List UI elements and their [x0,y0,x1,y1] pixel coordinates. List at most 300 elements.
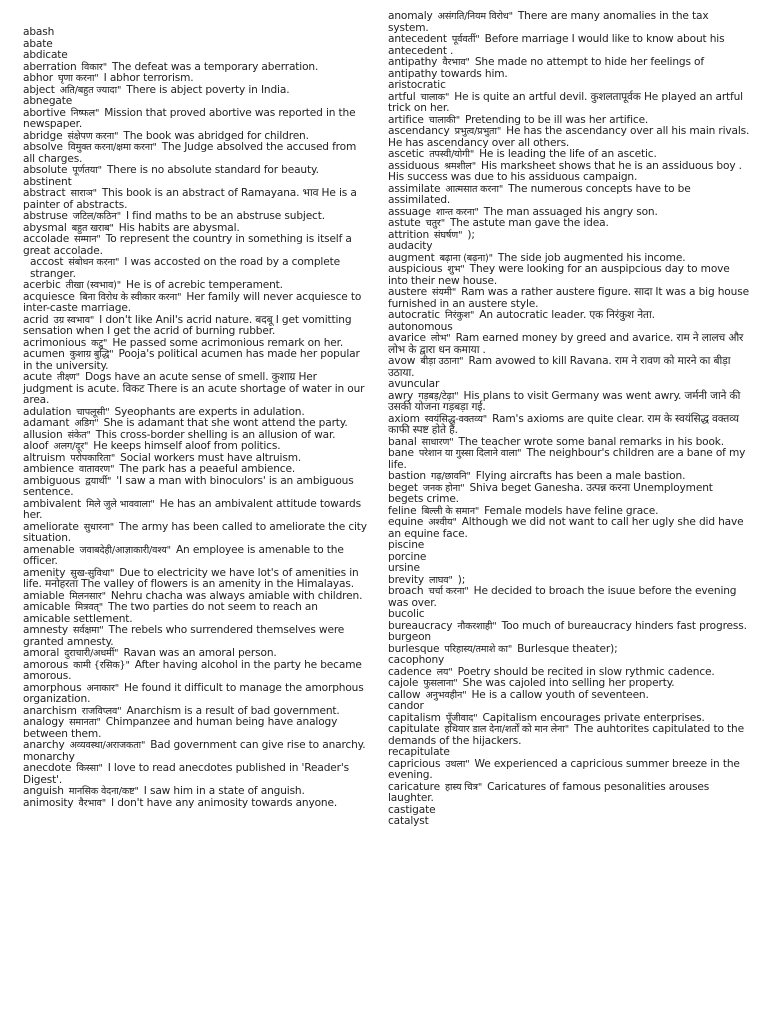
example-sentence: His marksheet shows that he is an assiduous boy . His success was due to his assiduous campaign. [388,159,742,183]
vocab-word: burlesque [388,642,440,655]
vocab-word: adulation [23,405,72,418]
hindi-meaning: अलग/दूर " [53,441,88,452]
example-sentence: The park has a peaeful ambience. [119,463,296,475]
hindi-meaning: लाघव " [429,575,453,586]
vocab-word: axiom [388,412,420,425]
hindi-meaning: सुधारना " [84,522,114,533]
vocab-entry [23,372,368,407]
vocab-word: caricature [388,780,440,793]
hindi-meaning: परिहास्य/तमाशे का " [444,644,512,655]
hindi-meaning: द्वयार्थी " [85,476,111,487]
vocab-entry [23,349,368,372]
vocab-word: ascendancy [388,125,450,137]
vocab-word: capitulate [388,723,440,735]
hindi-meaning: वातावरण " [79,464,114,475]
vocab-entry [388,149,750,161]
example-sentence: Female models have feline grace. [484,504,659,517]
vocab-entry [388,747,750,759]
vocab-word: abhor [23,72,54,84]
vocab-word: acrid [23,313,49,326]
vocab-word: ambience [23,463,74,475]
vocab-word: awry [388,389,414,402]
vocab-word: abject [23,83,55,96]
hindi-meaning: जनक होना " [423,483,465,494]
vocab-entry [23,717,368,740]
vocab-word: capricious [388,757,441,770]
vocab-entry [388,471,750,483]
vocab-entry [388,391,750,414]
example-sentence: He has the ascendancy over all his main rivals. He has ascendancy over all others. [388,125,750,149]
vocab-entry [388,11,750,34]
hindi-meaning: गढ़/छावनि " [431,471,471,482]
vocab-word: recapitulate [388,746,450,758]
vocab-entry [23,786,368,798]
example-sentence: There are many anomalies in the tax system. [388,10,709,34]
hindi-meaning: बढ़ाना (बढ़ना) " [440,253,493,264]
hindi-meaning: चालाकी " [429,115,460,126]
vocab-word: aristocratic [388,79,446,91]
vocab-word: assuage [388,205,431,218]
example-sentence: Social workers must have altruism. [120,451,302,464]
left-column [23,27,368,809]
hindi-meaning: अश्वीय " [428,517,456,528]
vocab-word: amenity [23,566,66,579]
example-sentence: The auhtorites capitulated to the demands of the hijackers. [388,723,744,747]
vocab-word: antecedent [388,33,447,45]
example-sentence: I don't have any animosity towards anyone. [111,796,338,809]
vocab-word: austere [388,286,427,298]
vocab-word: amiable [23,589,65,602]
vocab-entry [388,448,750,471]
example-sentence: Too much of bureaucracy hinders fast progress. [501,619,747,632]
vocab-word: banal [388,435,417,448]
hindi-meaning: चतुर " [426,218,445,229]
vocab-word: amorous [23,658,69,671]
example-sentence: He decided to broach the isuue before the evening was over. [388,585,737,609]
hindi-meaning: राजविप्लव " [82,706,122,717]
vocab-entry [388,230,750,242]
vocab-entry [388,241,750,253]
hindi-meaning: उग्र स्वभाव " [54,315,95,326]
hindi-meaning: तपस्वी/योगी " [429,149,474,160]
example-sentence: She is adamant that she wont attend the party. [103,417,348,429]
hindi-meaning: श्रमशील " [444,161,476,172]
vocab-word: absolute [23,164,68,176]
vocab-entry [23,476,368,499]
vocab-entry [388,92,750,115]
hindi-meaning: संयमी " [432,287,456,298]
vocab-entry [388,701,750,713]
vocab-entry [388,184,750,207]
hindi-meaning: पूँजीवाद " [446,713,478,724]
hindi-meaning: शान्त करना " [436,207,479,218]
vocab-entry [23,165,368,177]
hindi-meaning: सुख-सुविधा " [70,568,114,579]
example-sentence: The man assuaged his angry son. [483,205,658,218]
vocab-word: altruism [23,451,66,464]
hindi-meaning: निष्फल " [71,108,99,119]
example-sentence: The numerous concepts have to be assimilated. [388,182,691,206]
vocab-word: assiduous [388,159,440,172]
hindi-meaning: कामी {रसिक} " [73,660,130,671]
vocab-word: adamant [23,417,70,429]
vocab-entry [23,763,368,786]
vocab-word: ambiguous [23,474,81,487]
example-sentence: Burlesque theater); [517,642,618,655]
hindi-meaning: चापलूसी " [76,407,109,418]
hindi-meaning: तीखा (स्वभाव) " [66,280,121,291]
example-sentence: The rebels who surrendered themselves were granted amnesty. [23,624,345,648]
hindi-meaning: पूर्णतया " [72,165,102,176]
vocab-word: aloof [23,440,49,452]
hindi-meaning: बिल्ली के समान " [421,506,479,517]
vocab-entry [23,234,368,257]
hindi-meaning: स्वयंसिद्ध-वक्तव्य " [425,414,487,425]
example-sentence: The astute man gave the idea. [449,217,609,229]
vocab-word: callow [388,688,421,701]
vocab-entry [388,540,750,552]
vocab-word: burgeon [388,631,431,643]
hindi-meaning: जटिल/कठिन " [73,211,121,222]
vocab-word: acumen [23,348,65,360]
example-sentence: Ram's axioms are quite clear. राम के स्वयंसिद्ध वक्तव्य काफी स्पष्ट होते हैं. [388,412,739,436]
vocab-word: cajole [388,677,419,689]
vocab-entry [388,586,750,609]
example-sentence: Poetry should be recited in slow rythmic cadence. [457,665,715,678]
vocab-word: amoral [23,647,60,659]
vocab-word: bucolic [388,608,425,620]
vocab-word: abysmal [23,221,67,234]
vocab-word: abortive [23,106,66,119]
hindi-meaning: जवाबदेही/आज्ञाकारी/वश्य " [80,545,171,556]
vocab-entry [23,108,368,131]
vocab-word: absolve [23,141,63,153]
example-sentence: His plans to visit Germany was went awry. जर्मनी जाने की उसकी योजना गड़बड़ा गई. [388,389,741,413]
vocab-word: abstinent [23,175,72,188]
example-sentence: Dogs have an acute sense of smell. कुशाग्र Her judgment is acute. विकट There is an acute shortage of water in our area. [23,371,365,406]
vocab-entry [23,280,368,292]
example-sentence: I don't like Anil's acrid nature. बदबू I get vomitting sensation when I get the acrid of burning rubber. [23,313,352,337]
example-sentence: The side job augmented his income. [497,251,686,264]
example-sentence: Pretending to be ill was her artifice. [465,113,649,126]
vocab-entry [388,57,750,80]
example-sentence: Ram was a rather austere figure. सादा It was a big house furnished in an austere style. [388,286,749,310]
vocab-word: aberration [23,60,77,73]
hindi-meaning: आत्मसात करना " [445,184,503,195]
example-sentence: ); [467,228,475,241]
hindi-meaning: पूर्ववर्ती " [452,34,480,45]
vocab-word: anarchy [23,739,65,751]
hindi-meaning: साराञ " [71,188,97,199]
vocab-word: augment [388,251,435,264]
vocab-entry [23,257,368,280]
example-sentence: Chimpanzee and human being have analogy between them. [23,716,338,740]
example-sentence: Due to electricity we have lot's of amenities in life. मनोहरता The valley of flowers is an amenity in the Himalayas. [23,566,359,590]
hindi-meaning: गड़बड़/टेढ़ा " [418,391,458,402]
hindi-meaning: अडिग " [74,418,98,429]
vocab-entry [388,356,750,379]
example-sentence: After having alcohol in the party he became amorous. [23,658,362,682]
vocab-entry [23,660,368,683]
vocab-word: monarchy [23,750,75,763]
example-sentence: He is leading the life of an ascetic. [479,148,657,160]
vocab-word: beget [388,481,418,494]
vocab-word: auspicious [388,263,443,275]
vocab-entry [388,161,750,184]
vocab-word: feline [388,504,417,517]
vocab-word: anomaly [388,10,433,22]
vocab-word: amenable [23,543,75,556]
vocab-word: acquiesce [23,290,75,303]
vocab-word: allusion [23,428,63,441]
vocab-entry [388,563,750,575]
hindi-meaning: उथला " [445,759,469,770]
example-sentence: He is a callow youth of seventeen. [471,688,649,701]
hindi-meaning: प्रभुत्व/प्रभुता " [455,126,502,137]
vocab-word: audacity [388,240,433,252]
vocab-word: candor [388,700,424,712]
vocab-entry [23,142,368,165]
vocab-entry [388,690,750,702]
hindi-meaning: मिले जुले भाववाला " [86,499,155,510]
hindi-meaning: तीक्ष्ण " [57,372,80,383]
vocab-word: autocratic [388,309,440,321]
vocab-entry [23,545,368,568]
vocab-entry [23,27,368,39]
hindi-meaning: कटु " [91,338,107,349]
example-sentence: He found it difficult to manage the amorphous organization. [23,681,364,705]
vocab-entry [23,798,368,810]
hindi-meaning: समानता " [69,717,101,728]
vocab-word: astute [388,217,421,229]
vocab-entry [388,805,750,817]
vocab-word: abstruse [23,210,68,222]
hindi-meaning: वैरभाव " [442,57,470,68]
example-sentence: The army has been called to ameliorate the city situation. [23,520,367,544]
example-sentence: I love to read anecdotes published in 'Reader's Digest'. [23,762,350,786]
vocab-entry [23,73,368,85]
vocab-entry [23,85,368,97]
hindi-meaning: निरंकुश " [445,310,474,321]
example-sentence: His habits are abysmal. [118,221,240,234]
vocab-word: avarice [388,332,426,344]
vocab-entry [388,782,750,805]
vocab-word: abnegate [23,95,73,107]
vocab-word: amorphous [23,681,82,694]
vocab-word: abash [23,26,55,38]
example-sentence: She made no attempt to hide her feelings of antipathy towards him. [388,56,704,80]
vocab-entry [388,287,750,310]
hindi-meaning: अनाकार " [86,683,119,694]
hindi-meaning: मिलनसार " [69,591,105,602]
vocab-entry [388,552,750,564]
example-sentence: He has an ambivalent attitude towards her. [23,497,362,521]
vocab-entry [23,211,368,223]
vocab-entry [23,499,368,522]
hindi-meaning: फुसलाना " [423,678,457,689]
example-sentence: Flying aircrafts has been a male bastion. [475,470,686,482]
hindi-meaning: अव्यवस्था/अराजकता " [70,740,146,751]
example-sentence: An autocratic leader. एक निरंकुश नेता. [479,309,655,321]
hindi-meaning: विकार " [82,62,107,73]
vocab-entry [388,80,750,92]
vocab-word: abate [23,37,53,50]
example-sentence: The two parties do not seem to reach an amicable settlement. [23,601,318,625]
vocab-word: avow [388,355,416,367]
hindi-meaning: मानसिक वेदना/कष्ट " [69,786,139,797]
hindi-meaning: बहुत खराब " [72,223,114,234]
vocab-word: accolade [23,233,70,245]
vocab-entry [23,441,368,453]
hindi-meaning: परोपकारिता " [70,453,115,464]
vocab-entry [23,683,368,706]
example-sentence: Her family will never acquiesce to inter-caste marriage. [23,290,362,314]
example-sentence: An employee is amenable to the officer. [23,543,344,567]
hindi-meaning: चर्चा करना " [428,586,468,597]
vocab-word: capitalism [388,711,441,724]
vocab-entry [388,333,750,356]
vocab-word: accost [30,256,64,268]
example-sentence: Nehru chacha was always amiable with children. [110,589,363,602]
vocab-word: abdicate [23,49,68,61]
vocab-entry [23,602,368,625]
vocab-entry [388,414,750,437]
hindi-meaning: वैरभाव " [79,798,107,809]
hindi-meaning: अति/बहुत ज्यादा " [60,85,122,96]
hindi-meaning: संघर्षण " [434,230,462,241]
example-sentence: Mission that proved abortive was reported in the newspaper. [23,106,356,130]
vocab-entry [388,678,750,690]
example-sentence: The teacher wrote some banal remarks in his book. [458,435,725,448]
example-sentence: Ram avowed to kill Ravana. राम ने रावण को मारने का बीड़ा उठाया. [388,355,731,379]
vocab-entry [23,740,368,752]
example-sentence: The neighbour's children are a bane of my life. [388,447,746,471]
hindi-meaning: हथियार डाल देना/शर्तों को मान लेना " [444,724,569,735]
hindi-meaning: घृणा करना " [58,73,99,84]
vocab-word: cadence [388,665,432,678]
vocab-entry [23,292,368,315]
vocab-word: catalyst [388,815,429,827]
vocab-entry [23,188,368,211]
vocab-word: acerbic [23,279,61,291]
example-sentence: I find maths to be an abstruse subject. [125,210,325,222]
hindi-meaning: लोभ " [431,333,451,344]
hindi-meaning: लय " [437,667,453,678]
vocab-word: ambivalent [23,497,82,510]
example-sentence: Anarchism is a result of bad government. [126,704,340,717]
example-sentence: I abhor terrorism. [103,72,194,84]
vocab-entry [23,39,368,51]
vocab-entry [388,621,750,633]
hindi-meaning: बीड़ा उठाना " [420,356,463,367]
vocab-word: anarchism [23,704,77,717]
vocab-entry [388,759,750,782]
vocab-entry [388,218,750,230]
example-sentence: The book was abridged for children. [123,129,309,142]
vocab-word: acute [23,371,52,383]
vocab-word: abstract [23,187,66,199]
vocab-entry [388,483,750,506]
vocab-word: ameliorate [23,520,79,533]
vocab-entry [388,655,750,667]
vocab-entry [388,816,750,828]
example-sentence: He is quite an artful devil. कुशलतापूर्वक He played an artful trick on her. [388,90,743,114]
hindi-meaning: संक्षेपण करना " [67,131,118,142]
hindi-meaning: कुशाग्र बुद्धि " [70,349,114,360]
hindi-meaning: विमुक्त करना/क्षमा करना " [68,142,157,153]
hindi-meaning: नौकरशाही " [457,621,496,632]
example-sentence: Ravan was an amoral person. [123,647,277,659]
example-sentence: I saw him in a state of anguish. [143,785,305,797]
vocab-entry [23,522,368,545]
example-sentence: Bad government can give rise to anarchy. [150,739,366,751]
example-sentence: I was accosted on the road by a complete stranger. [30,256,340,280]
vocab-word: anecdote [23,762,72,774]
hindi-meaning: दुराचारी/अधर्मी " [64,648,118,659]
vocab-entry [23,315,368,338]
vocab-word: artful [388,90,416,103]
hindi-meaning: शुभ " [447,264,464,275]
hindi-meaning: किस्सा " [76,763,102,774]
hindi-meaning: चालाक " [421,92,450,103]
vocab-entry [23,568,368,591]
hindi-meaning: बिना विरोध के स्वीकार करना " [80,292,182,303]
vocab-word: attrition [388,228,430,241]
vocab-word: artifice [388,113,424,126]
right-column [388,11,750,828]
vocab-entry [23,648,368,660]
vocab-word: avuncular [388,378,440,390]
vocab-word: ursine [388,562,420,574]
vocab-word: amnesty [23,624,68,636]
vocab-word: animosity [23,796,74,809]
hindi-meaning: मित्रवत् " [75,602,103,613]
example-sentence: Before marriage I would like to know about his antecedent . [388,33,725,57]
example-sentence: He is of acrebic temperament. [126,279,283,291]
hindi-meaning: संकेत " [68,430,91,441]
vocab-word: bane [388,447,414,459]
vocab-word: piscine [388,539,425,551]
vocab-entry [388,517,750,540]
vocab-entry [388,126,750,149]
hindi-meaning: संबोधन करना " [68,257,119,268]
example-sentence: Caricatures of famous pesonalities arouses laughter. [388,780,710,804]
example-sentence: 'I saw a man with binoculors' is an ambiguous sentence. [23,474,354,498]
example-sentence: Shiva beget Ganesha. उत्पन्न करना Unemployment begets crime. [388,481,713,505]
hindi-meaning: परेशान या गुस्सा दिलाने वाला " [419,448,522,459]
example-sentence: There is abject poverty in India. [126,83,290,96]
vocab-entry [388,632,750,644]
vocab-word: cacophony [388,654,445,666]
vocab-word: autonomous [388,320,453,333]
vocab-word: assimilate [388,182,441,195]
vocab-entry [23,625,368,648]
hindi-meaning: सम्मान " [74,234,101,245]
vocab-entry [388,264,750,287]
vocab-word: bureaucracy [388,619,453,632]
example-sentence: We experienced a capricious summer breeze in the evening. [388,757,740,781]
vocab-word: castigate [388,803,436,816]
example-sentence: She was cajoled into selling her property. [462,677,675,689]
example-sentence: He passed some acrimonious remark on her. [112,336,344,349]
hindi-meaning: साधारण " [422,437,454,448]
example-sentence: There is no absolute standard for beauty. [106,164,319,176]
vocab-entry [388,724,750,747]
vocab-entry [23,418,368,430]
vocab-word: brevity [388,573,424,586]
example-sentence: This cross-border shelling is an allusion of war. [95,428,336,441]
example-sentence: Pooja's political acumen has made her popular in the university. [23,348,360,372]
